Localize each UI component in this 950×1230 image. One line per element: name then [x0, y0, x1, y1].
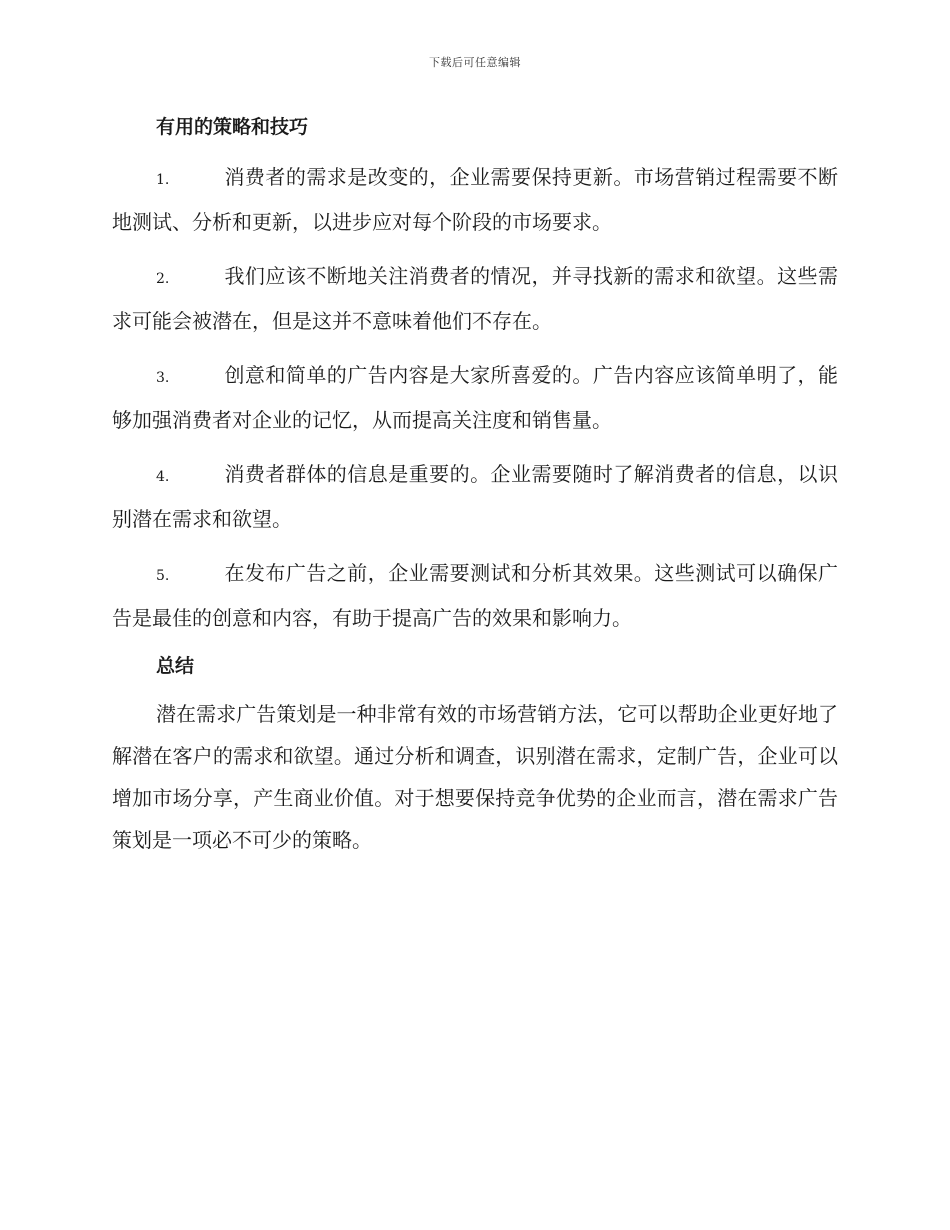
list-number: 3. [156, 370, 170, 386]
list-number: 1. [156, 172, 170, 188]
list-number: 4. [156, 469, 170, 485]
list-item [112, 453, 838, 540]
list-item [112, 156, 838, 243]
list-text: 消费者群体的信息是重要的。企业需要随时了解消费者的信息，以识别潜在需求和欲望。 [112, 462, 838, 531]
list-text: 在发布广告之前，企业需要测试和分析其效果。这些测试可以确保广告是最佳的创意和内容，有助于提高广告的效果和影响力。 [112, 561, 838, 630]
list-item [112, 354, 838, 441]
document-body [112, 110, 838, 861]
list-number: 5. [156, 568, 170, 584]
section-heading-summary: 总结 [156, 655, 195, 677]
section-heading-strategies: 有用的策略和技巧 [156, 116, 309, 138]
list-text: 创意和简单的广告内容是大家所喜爱的。广告内容应该简单明了，能够加强消费者对企业的记忆，从而提高关注度和销售量。 [112, 363, 838, 432]
list-text: 我们应该不断地关注消费者的情况，并寻找新的需求和欲望。这些需求可能会被潜在，但是这并不意味着他们不存在。 [112, 264, 838, 333]
summary-paragraph: 潜在需求广告策划是一种非常有效的市场营销方法，它可以帮助企业更好地了解潜在客户的需求和欲望。通过分析和调查，识别潜在需求，定制广告，企业可以增加市场分享，产生商业价值。对于想要保持竞争优势的企业而言，潜在需求广告策划是一项必不可少的策略。 [112, 702, 838, 852]
header-note: 下载后可任意编辑 [429, 56, 521, 69]
list-item [112, 552, 838, 639]
list-item [112, 255, 838, 342]
list-number: 2. [156, 271, 170, 287]
list-text: 消费者的需求是改变的，企业需要保持更新。市场营销过程需要不断地测试、分析和更新，以进步应对每个阶段的市场要求。 [112, 165, 838, 234]
